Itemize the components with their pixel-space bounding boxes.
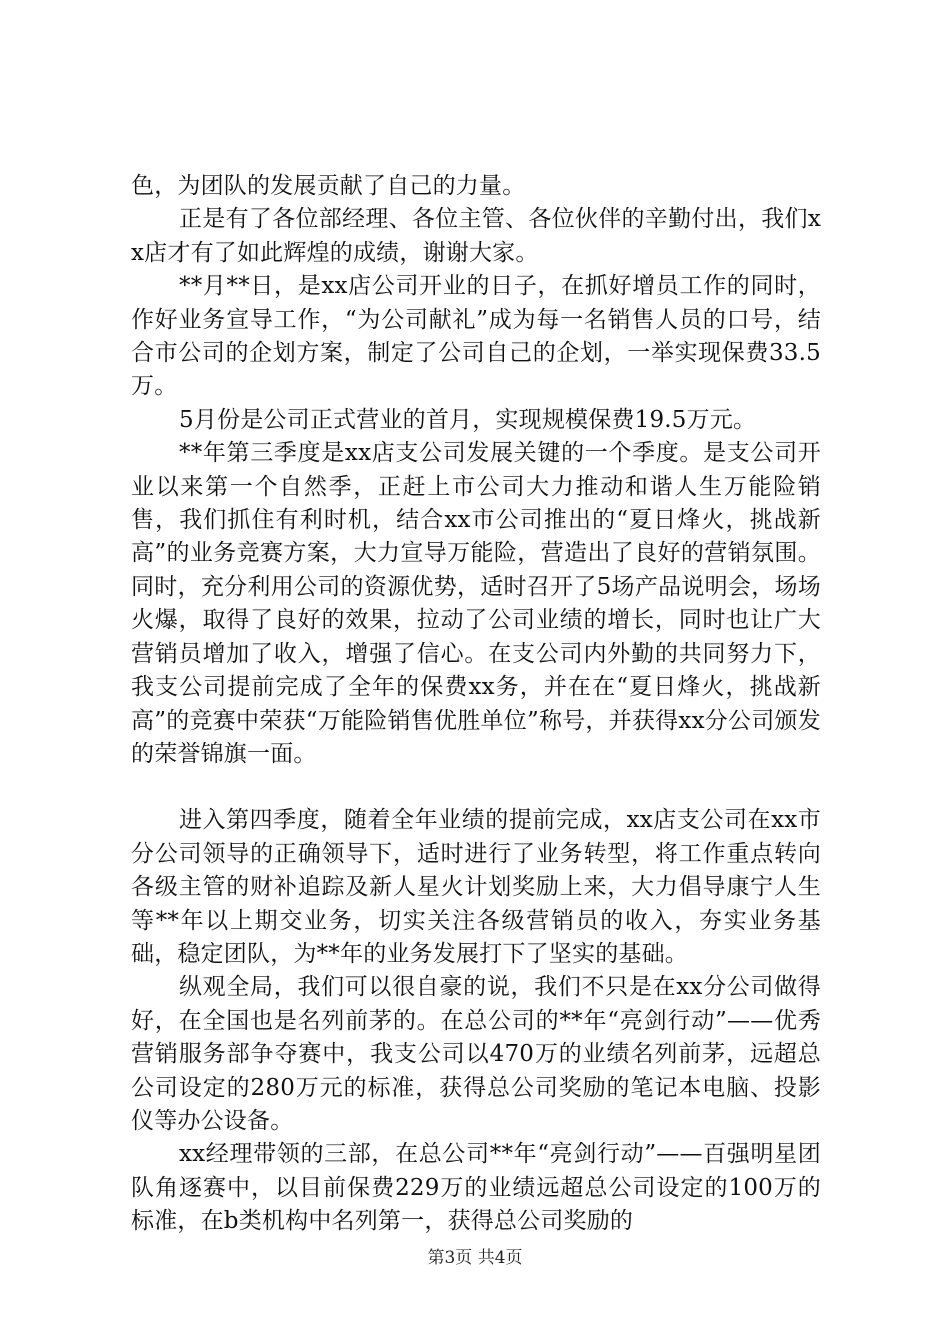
paragraph-team-three: xx经理带领的三部，在总公司**年“亮剑行动”——百强明星团队角逐赛中，以目前保费229万的业绩远超总公司设定的100万的标准，在b类机构中名列第一，获得总公司奖励的 xyxy=(131,1141,821,1235)
page-number-footer: 第3页 共4页 xyxy=(427,1248,523,1268)
document-body xyxy=(131,170,821,1239)
paragraph-overview: 纵观全局，我们可以很自豪的说，我们不只是在xx分公司做得好，在全国也是名列前茅的。在总公司的**年“亮剑行动”——优秀营销服务部争夺赛中，我支公司以470万的业绩名列前茅，远超总公司设定的280万元的标准，获得总公司奖励的笔记本电脑、投影仪等办公设备。 xyxy=(131,974,821,1134)
paragraph-thanks: 正是有了各位部经理、各位主管、各位伙伴的辛勤付出，我们xx店才有了如此辉煌的成绩，谢谢大家。 xyxy=(131,206,821,266)
paragraph-opening-day: **月**日，是xx店公司开业的日子，在抓好增员工作的同时，作好业务宣导工作，“为公司献礼”成为每一名销售人员的口号，结合市公司的企划方案，制定了公司自己的企划，一举实现保费33.5万。 xyxy=(131,273,821,400)
paragraph-third-quarter: **年第三季度是xx店支公司发展关键的一个季度。是支公司开业以来第一个自然季，正赶上市公司大力推动和谐人生万能险销售，我们抓住有利时机，结合xx市公司推出的“夏日烽火，挑战新高”的业务竞赛方案，大力宣导万能险，营造出了良好的营销氛围。同时，充分利用公司的资源优势，适时召开了5场产品说明会，场场火爆，取得了良好的效果，拉动了公司业绩的增长，同时也让广大营销员增加了收入，增强了信心。在支公司内外勤的共同努力下，我支公司提前完成了全年的保费xx务，并在在“夏日烽火，挑战新高”的竞赛中荣获“万能险销售优胜单位”称号，并获得xx分公司颁发的荣誉锦旗一面。 xyxy=(131,440,821,767)
paragraph-fourth-quarter: 进入第四季度，随着全年业绩的提前完成，xx店支公司在xx市分公司领导的正确领导下，适时进行了业务转型，将工作重点转向各级主管的财补追踪及新人星火计划奖励上来，大力倡导康宁人生等**年以上期交业务，切实关注各级营销员的收入，夯实业务基础，稳定团队，为**年的业务发展打下了坚实的基础。 xyxy=(131,807,821,967)
paragraph-continuation: 色，为团队的发展贡献了自己的力量。 xyxy=(131,173,526,199)
paragraph-may-premium: 5月份是公司正式营业的首月，实现规模保费19.5万元。 xyxy=(179,406,757,433)
